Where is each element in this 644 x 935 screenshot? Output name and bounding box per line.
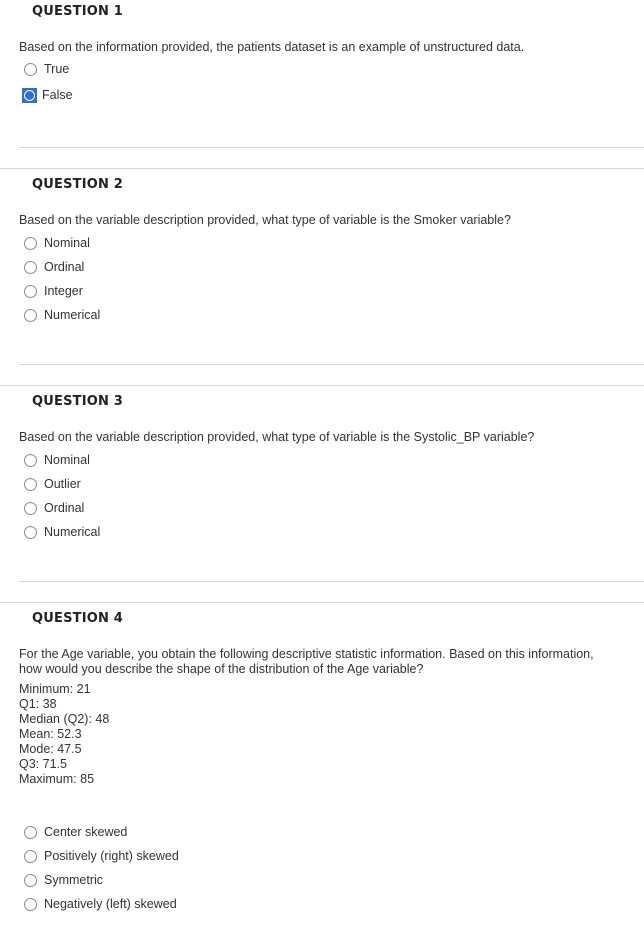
divider — [19, 581, 644, 582]
question-4-text-line-2: how would you describe the shape of the distribution of the Age variable? — [19, 662, 424, 676]
question-2-title: QUESTION 2 — [32, 177, 124, 192]
question-4-text-line-1: For the Age variable, you obtain the following descriptive statistic information. Based on this information, — [19, 647, 594, 661]
question-2-option-nominal[interactable] — [24, 234, 90, 252]
option-label: Numerical — [44, 308, 101, 322]
question-1-text: Based on the information provided, the patients dataset is an example of unstructured data. — [19, 40, 525, 54]
selected-radio-button-icon[interactable] — [22, 88, 37, 103]
divider — [19, 364, 644, 365]
question-4-option-center-skewed[interactable] — [24, 823, 127, 841]
divider — [0, 602, 644, 603]
question-3-option-numerical[interactable] — [24, 523, 100, 541]
option-label: True — [44, 62, 70, 76]
question-4-title: QUESTION 4 — [32, 611, 124, 626]
radio-button-icon[interactable] — [24, 63, 37, 76]
question-3-title: QUESTION 3 — [32, 394, 124, 409]
question-3-option-ordinal[interactable] — [24, 499, 84, 517]
question-1-title: QUESTION 1 — [32, 4, 124, 19]
divider — [0, 385, 644, 386]
question-4-option-negatively-skewed[interactable] — [24, 895, 177, 913]
option-label: Symmetric — [44, 873, 104, 887]
option-label: Positively (right) skewed — [44, 849, 179, 863]
divider — [0, 168, 644, 169]
stat-minimum: Minimum: 21 — [19, 682, 91, 696]
stat-q3: Q3: 71.5 — [19, 757, 67, 771]
option-label: Nominal — [44, 453, 90, 467]
question-4-option-positively-skewed[interactable] — [24, 847, 179, 865]
question-2-option-integer[interactable] — [24, 282, 83, 300]
radio-button-icon[interactable] — [24, 261, 37, 274]
statistics-list — [19, 682, 109, 787]
option-label: Nominal — [44, 236, 90, 250]
radio-button-icon[interactable] — [24, 850, 37, 863]
question-1-option-true[interactable] — [24, 60, 69, 78]
radio-button-icon[interactable] — [24, 898, 37, 911]
radio-button-icon[interactable] — [24, 478, 37, 491]
option-label: Negatively (left) skewed — [44, 897, 177, 911]
radio-button-icon[interactable] — [24, 826, 37, 839]
radio-button-icon[interactable] — [24, 285, 37, 298]
option-label: Outlier — [44, 477, 81, 491]
stat-mode: Mode: 47.5 — [19, 742, 82, 756]
stat-median: Median (Q2): 48 — [19, 712, 110, 726]
option-label: False — [42, 88, 73, 102]
option-label: Integer — [44, 284, 83, 298]
radio-button-icon[interactable] — [24, 502, 37, 515]
option-label: Ordinal — [44, 501, 85, 515]
question-2-text: Based on the variable description provided, what type of variable is the Smoker variable? — [19, 213, 511, 227]
question-2-option-ordinal[interactable] — [24, 258, 84, 276]
question-1-option-false[interactable] — [24, 86, 73, 104]
stat-maximum: Maximum: 85 — [19, 772, 95, 786]
radio-button-icon[interactable] — [24, 237, 37, 250]
option-label: Numerical — [44, 525, 101, 539]
radio-button-icon[interactable] — [24, 526, 37, 539]
stat-mean: Mean: 52.3 — [19, 727, 82, 741]
stat-q1: Q1: 38 — [19, 697, 57, 711]
question-3-option-outlier[interactable] — [24, 475, 81, 493]
option-label: Ordinal — [44, 260, 85, 274]
divider — [19, 147, 644, 148]
question-3-option-nominal[interactable] — [24, 451, 90, 469]
question-2-option-numerical[interactable] — [24, 306, 100, 324]
question-3-text: Based on the variable description provided, what type of variable is the Systolic_BP variable? — [19, 430, 535, 444]
question-4-option-symmetric[interactable] — [24, 871, 103, 889]
radio-button-icon[interactable] — [24, 874, 37, 887]
radio-button-icon[interactable] — [24, 454, 37, 467]
radio-button-icon[interactable] — [24, 309, 37, 322]
option-label: Center skewed — [44, 825, 128, 839]
